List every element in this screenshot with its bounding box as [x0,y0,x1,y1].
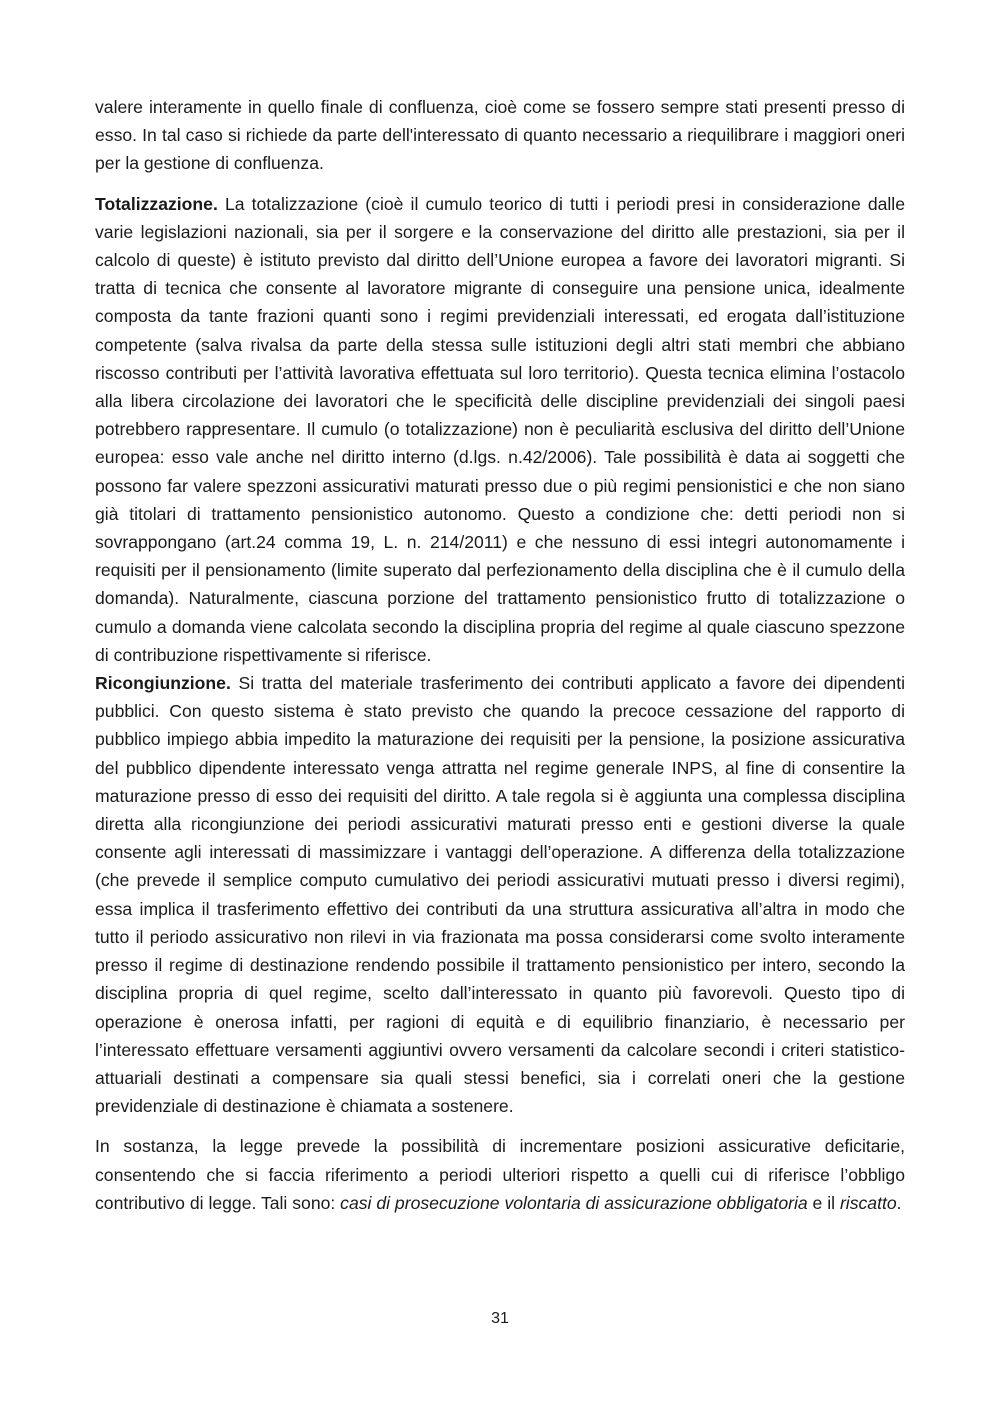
document-body [95,93,905,1217]
paragraph-text: In sostanza, la legge prevede la possibilità di incrementare posizioni assicurative deficitarie, consentendo che si faccia riferimento a periodi ulteriori rispetto a quelli cui di riferisce l’obbligo contributivo di legge. Tali sono: [95,1136,905,1213]
paragraph-in-sostanza [95,1132,905,1217]
italic-prosecuzione-volontaria: casi di prosecuzione volontaria di assicurazione obbligatoria [340,1192,808,1213]
paragraph-ricongiunzione [95,669,905,1120]
paragraph-totalizzazione [95,190,905,669]
paragraph-text: e il [807,1192,840,1213]
page-number: 31 [491,1310,509,1327]
term-ricongiunzione: Ricongiunzione. [95,673,231,694]
paragraph-text: Si tratta del materiale trasferimento dei contributi applicato a favore dei dipendenti pubblici. Con questo sistema è stato previsto che quando la precoce cessazione del rapporto di pubblico impiego abbia impedito la maturazione dei requisiti per la pensione, la posizione assicurativa del pubblico dipendente interessato venga attratta nel regime generale INPS, al fine di consentire la maturazione presso di esso dei requisiti del diritto. A tale regola si è aggiunta una complessa disciplina diretta alla ricongiunzione dei periodi assicurativi maturati presso enti e gestioni diverse la quale consente agli interessati di massimizzare i vantaggi dell’operazione. A differenza della totalizzazione (che prevede il semplice computo cumulativo dei periodi assicurativi mutuati presso i diversi regimi), essa implica il trasferimento effettivo dei contributi da una struttura assicurativa all’altra in modo che tutto il periodo assicurativo non rilevi in via frazionata ma possa considerarsi come svolto interamente presso il regime di destinazione rendendo possibile il trattamento pensionistico per intero, secondo la disciplina propria di quel regime, scelto dall’interessato in quanto più favorevoli. Questo tipo di operazione è onerosa infatti, per ragioni di equità e di equilibrio finanziario, è necessario per l’interessato effettuare versamenti aggiuntivi ovvero versamenti da calcolare secondi i criteri statistico-attuariali destinati a compensare sia quali stessi benefici, sia i correlati oneri che la gestione previdenziale di destinazione è chiamata a sostenere. [95,673,905,1117]
term-totalizzazione: Totalizzazione. [95,193,218,214]
italic-riscatto: riscatto [839,1192,897,1213]
paragraph-text: . [896,1192,902,1213]
paragraph-text: La totalizzazione (cioè il cumulo teorico di tutti i periodi presi in considerazione dalle varie legislazioni nazionali, sia per il sorgere e la conservazione del diritto alle prestazioni, sia per il calcolo di queste) è istituto previsto dal diritto dell’Unione europea a favore dei lavoratori migranti. Si tratta di tecnica che consente al lavoratore migrante di conseguire una pensione unica, idealmente composta da tante frazioni quanti sono i regimi previdenziali interessati, ed erogata dall’istituzione competente (salva rivalsa da parte della stessa sulle istituzioni degli altri stati membri che abbiano riscosso contributi per l’attività lavorativa effettuata sul loro territorio). Questa tecnica elimina l’ostacolo alla libera circolazione dei lavoratori che le specificità delle discipline previdenziali dei singoli paesi potrebbero rappresentare. Il cumulo (o totalizzazione) non è peculiarità esclusiva del diritto dell’Unione europea: esso vale anche nel diritto interno (d.lgs. n.42/2006). Tale possibilità è data ai soggetti che possono far valere spezzoni assicurativi maturati presso due o più regimi pensionistici e che non siano già titolari di trattamento pensionistico autonomo. Questo a condizione che: detti periodi non si sovrappongano (art.24 comma 19, L. n. 214/2011) e che nessuno di essi integri autonomamente i requisiti per il pensionamento (limite superato dal perfezionamento della disciplina che è il cumulo della domanda). Naturalmente, ciascuna porzione del trattamento pensionistico frutto di totalizzazione o cumulo a domanda viene calcolata secondo la disciplina propria del regime al quale ciascuno spezzone di contribuzione rispettivamente si riferisce. [95,193,905,665]
paragraph-confluenza [95,93,905,178]
paragraph-text: valere interamente in quello finale di confluenza, cioè come se fossero sempre stati presenti presso di esso. In tal caso si richiede da parte dell'interessato di quanto necessario a riequilibrare i maggiori oneri per la gestione di confluenza. [95,97,905,174]
